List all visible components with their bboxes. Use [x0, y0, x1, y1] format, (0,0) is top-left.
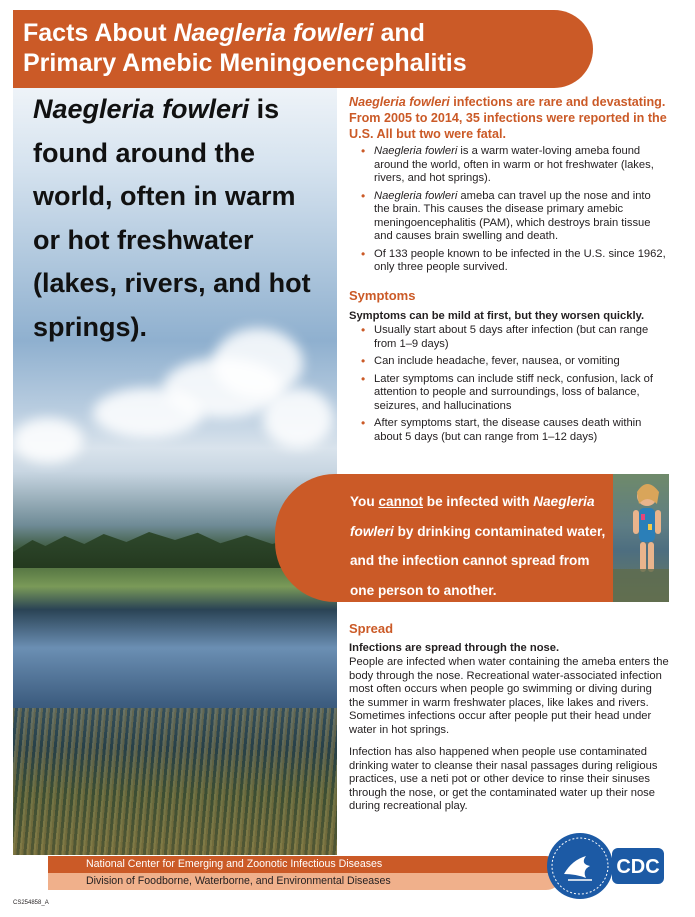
cdc-logo-text: CDC: [616, 856, 660, 878]
cloud-shape: [13, 418, 83, 463]
fact-text: is a warm water-loving ameba found around the world, often in warm or hot freshwater (lakes, rivers, and hot springs).: [374, 145, 654, 184]
list-item: • After symptoms start, the disease causes death within about 5 days (but can range from 1–12 days): [349, 417, 669, 444]
document-code: CS254858_A: [13, 900, 49, 906]
marsh-grass: [13, 708, 337, 855]
title-organism: Naegleria fowleri: [173, 19, 374, 47]
overlay-text-body: is found around the world, often in warm or hot freshwater (lakes, rivers, and hot springs).: [33, 94, 311, 342]
callout-part: be infected with: [423, 494, 534, 509]
intro-text: infections are rare and devastating. From 2005 to 2014, 35 infections were reported in the U.S. All but two were fatal.: [349, 95, 667, 141]
spread-heading: Spread: [349, 621, 394, 636]
callout-box: [275, 474, 613, 602]
fact-organism: Naegleria fowleri: [374, 189, 458, 202]
fact-text: Of 133 people known to be infected in the U.S. since 1962, only three people survived.: [374, 247, 666, 273]
lake-photo: [13, 88, 337, 855]
list-item: • Usually start about 5 days after infection (but can range from 1–9 days): [349, 324, 669, 351]
title-part: Facts About: [23, 19, 174, 47]
intro-statement: [349, 94, 669, 142]
footer-division-name: Division of Foodborne, Waterborne, and Environmental Diseases: [48, 873, 563, 890]
callout-organism: Naegleria fowleri: [350, 494, 595, 539]
list-item: • Can include headache, fever, nausea, or vomiting: [349, 355, 669, 369]
intro-organism: Naegleria fowleri: [349, 95, 450, 109]
spread-paragraph: Infection has also happened when people use contaminated drinking water to cleanse their nasal passages during religious practices, use a neti pot or other device to rinse their sinuses through the nose, or get the contaminated water up their nose during recreational play.: [349, 746, 658, 812]
cloud-shape: [263, 388, 333, 448]
list-item: • Later symptoms can include stiff neck, confusion, lack of attention to people and surroundings, loss of balance, seizures, and hallucinations: [349, 373, 669, 414]
photo-overlay-text: [33, 88, 323, 349]
list-item: [349, 248, 669, 275]
list-item: [349, 145, 669, 186]
footer-center-name: National Center for Emerging and Zoonotic Infectious Diseases: [48, 856, 563, 873]
title-part: and: [373, 19, 425, 47]
fact-text: ameba can travel up the nose and into the brain. This causes the disease primary amebic meningoencephalitis (PAM), which destroys brain tissue and causes brain swelling and death.: [374, 189, 651, 242]
cdc-logo: [546, 830, 670, 902]
child-photo: [613, 474, 669, 602]
spread-subheading: Infections are spread through the nose.: [349, 641, 560, 654]
title-banner: [13, 10, 593, 88]
callout-part: You: [350, 494, 379, 509]
cloud-shape: [93, 388, 203, 438]
title-line-2: Primary Amebic Meningoencephalitis: [23, 49, 467, 77]
list-item: [349, 190, 669, 244]
symptoms-section: [349, 289, 669, 448]
spread-paragraph: People are infected when water containing the ameba enters the body through the nose. Recreational water-associated infection most often occurs when people go swimming or diving during the summer in warm freshwater places, like lakes and rivers. Sometimes infections occur after people put their head under water in hot springs.: [349, 656, 669, 736]
organism-name: Naegleria fowleri: [33, 94, 250, 124]
callout-emphasis: cannot: [378, 494, 424, 509]
symptoms-list: [349, 324, 669, 444]
spread-section: [349, 622, 669, 823]
page-title: [23, 18, 467, 78]
fact-organism: Naegleria fowleri: [374, 145, 458, 157]
symptoms-heading: Symptoms: [349, 288, 416, 303]
child-figure: [613, 474, 669, 602]
symptoms-subheading: Symptoms can be mild at first, but they worsen quickly.: [349, 309, 645, 322]
callout-text: [350, 487, 612, 605]
callout-part: by drinking contaminated water, and the infection cannot spread from one person to another.: [350, 523, 606, 598]
facts-list: [349, 145, 669, 279]
footer-banner: [48, 856, 563, 890]
